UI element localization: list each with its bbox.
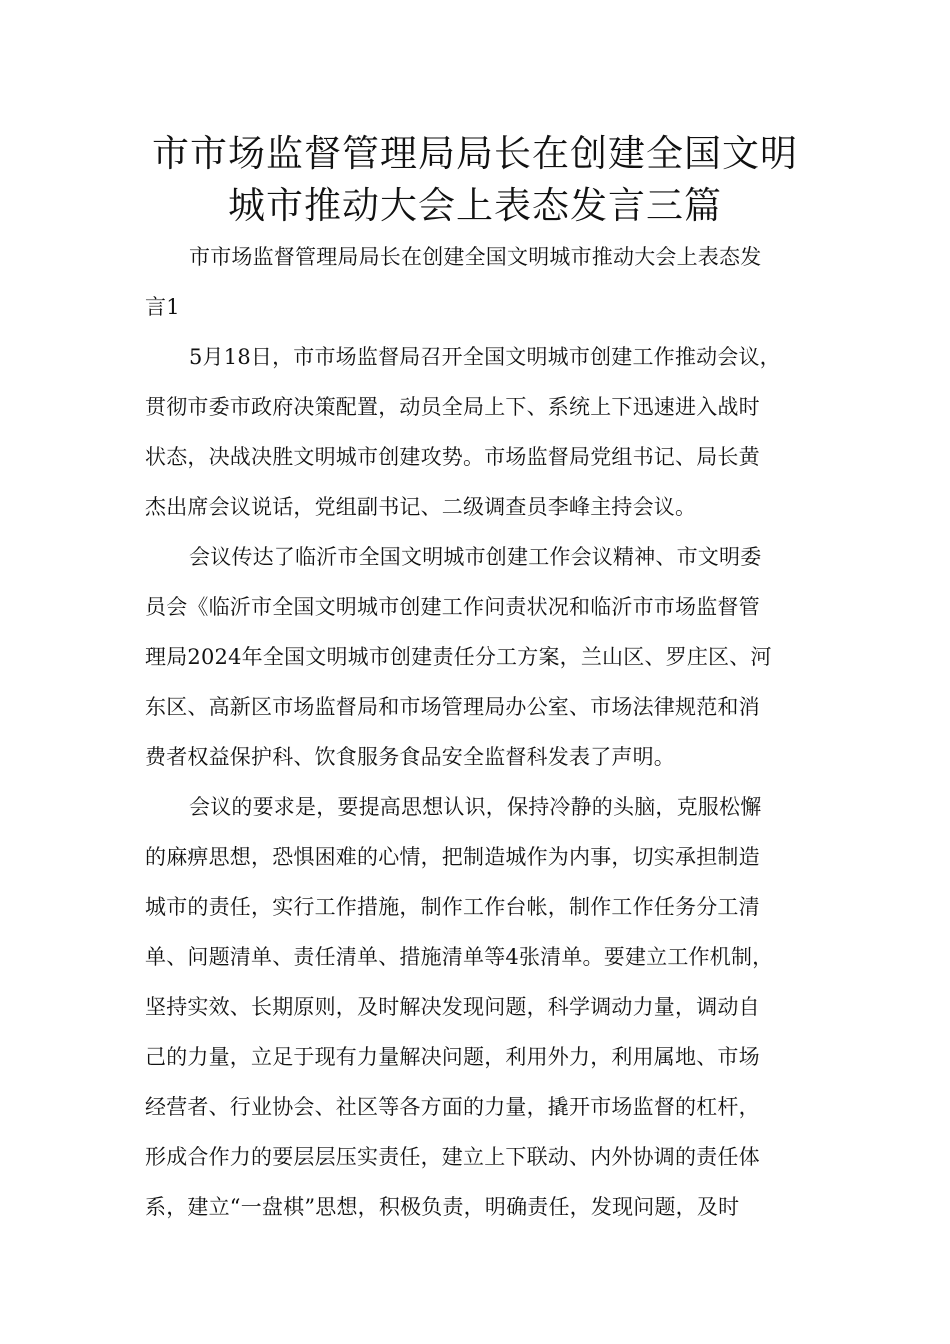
paragraph-line: 会议的要求是，要提高思想认识，保持冷静的头脑，克服松懈 bbox=[189, 795, 762, 819]
paragraph-line: 系，建立“一盘棋”思想，积极负责，明确责任，发现问题，及时 bbox=[145, 1195, 740, 1219]
document-body bbox=[145, 232, 825, 1232]
title-line: 城市推动大会上表态发言三篇 bbox=[228, 184, 722, 227]
paragraph-line: 杰出席会议说话，党组副书记、二级调查员李峰主持会议。 bbox=[145, 495, 697, 519]
paragraph-line: 的麻痹思想，恐惧困难的心情，把制造城作为内事，切实承担制造 bbox=[145, 845, 760, 869]
paragraph-line: 经营者、行业协会、社区等各方面的力量，撬开市场监督的杠杆， bbox=[145, 1095, 760, 1119]
paragraph-line: 状态，决战决胜文明城市创建攻势。市场监督局党组书记、局长黄 bbox=[145, 445, 760, 469]
paragraph-line: 贯彻市委市政府决策配置，动员全局上下、系统上下迅速进入战时 bbox=[145, 395, 760, 419]
document-title bbox=[140, 128, 810, 232]
paragraph-line: 东区、高新区市场监督局和市场管理局办公室、市场法律规范和消 bbox=[145, 695, 760, 719]
paragraph-line: 会议传达了临沂市全国文明城市创建工作会议精神、市文明委 bbox=[189, 545, 762, 569]
paragraph-line: 己的力量，立足于现有力量解决问题，利用外力，利用属地、市场 bbox=[145, 1045, 760, 1069]
paragraph-line: 单、问题清单、责任清单、措施清单等4张清单。要建立工作机制， bbox=[145, 945, 774, 969]
subtitle-line: 市市场监督管理局局长在创建全国文明城市推动大会上表态发 bbox=[189, 245, 762, 269]
paragraph-line: 坚持实效、长期原则，及时解决发现问题，科学调动力量，调动自 bbox=[145, 995, 760, 1019]
paragraph-line: 5月18日，市市场监督局召开全国文明城市创建工作推动会议， bbox=[189, 345, 781, 369]
paragraph-line: 理局2024年全国文明城市创建责任分工方案，兰山区、罗庄区、河 bbox=[145, 645, 772, 669]
paragraph-line: 费者权益保护科、饮食服务食品安全监督科发表了声明。 bbox=[145, 745, 675, 769]
subtitle-line: 言1 bbox=[145, 295, 180, 319]
title-line: 市市场监督管理局局长在创建全国文明 bbox=[152, 132, 798, 175]
paragraph-line: 形成合作力的要层层压实责任，建立上下联动、内外协调的责任体 bbox=[145, 1145, 760, 1169]
paragraph-line: 城市的责任，实行工作措施，制作工作台帐，制作工作任务分工清 bbox=[145, 895, 760, 919]
paragraph-line: 员会《临沂市全国文明城市创建工作问责状况和临沂市市场监督管 bbox=[145, 595, 760, 619]
